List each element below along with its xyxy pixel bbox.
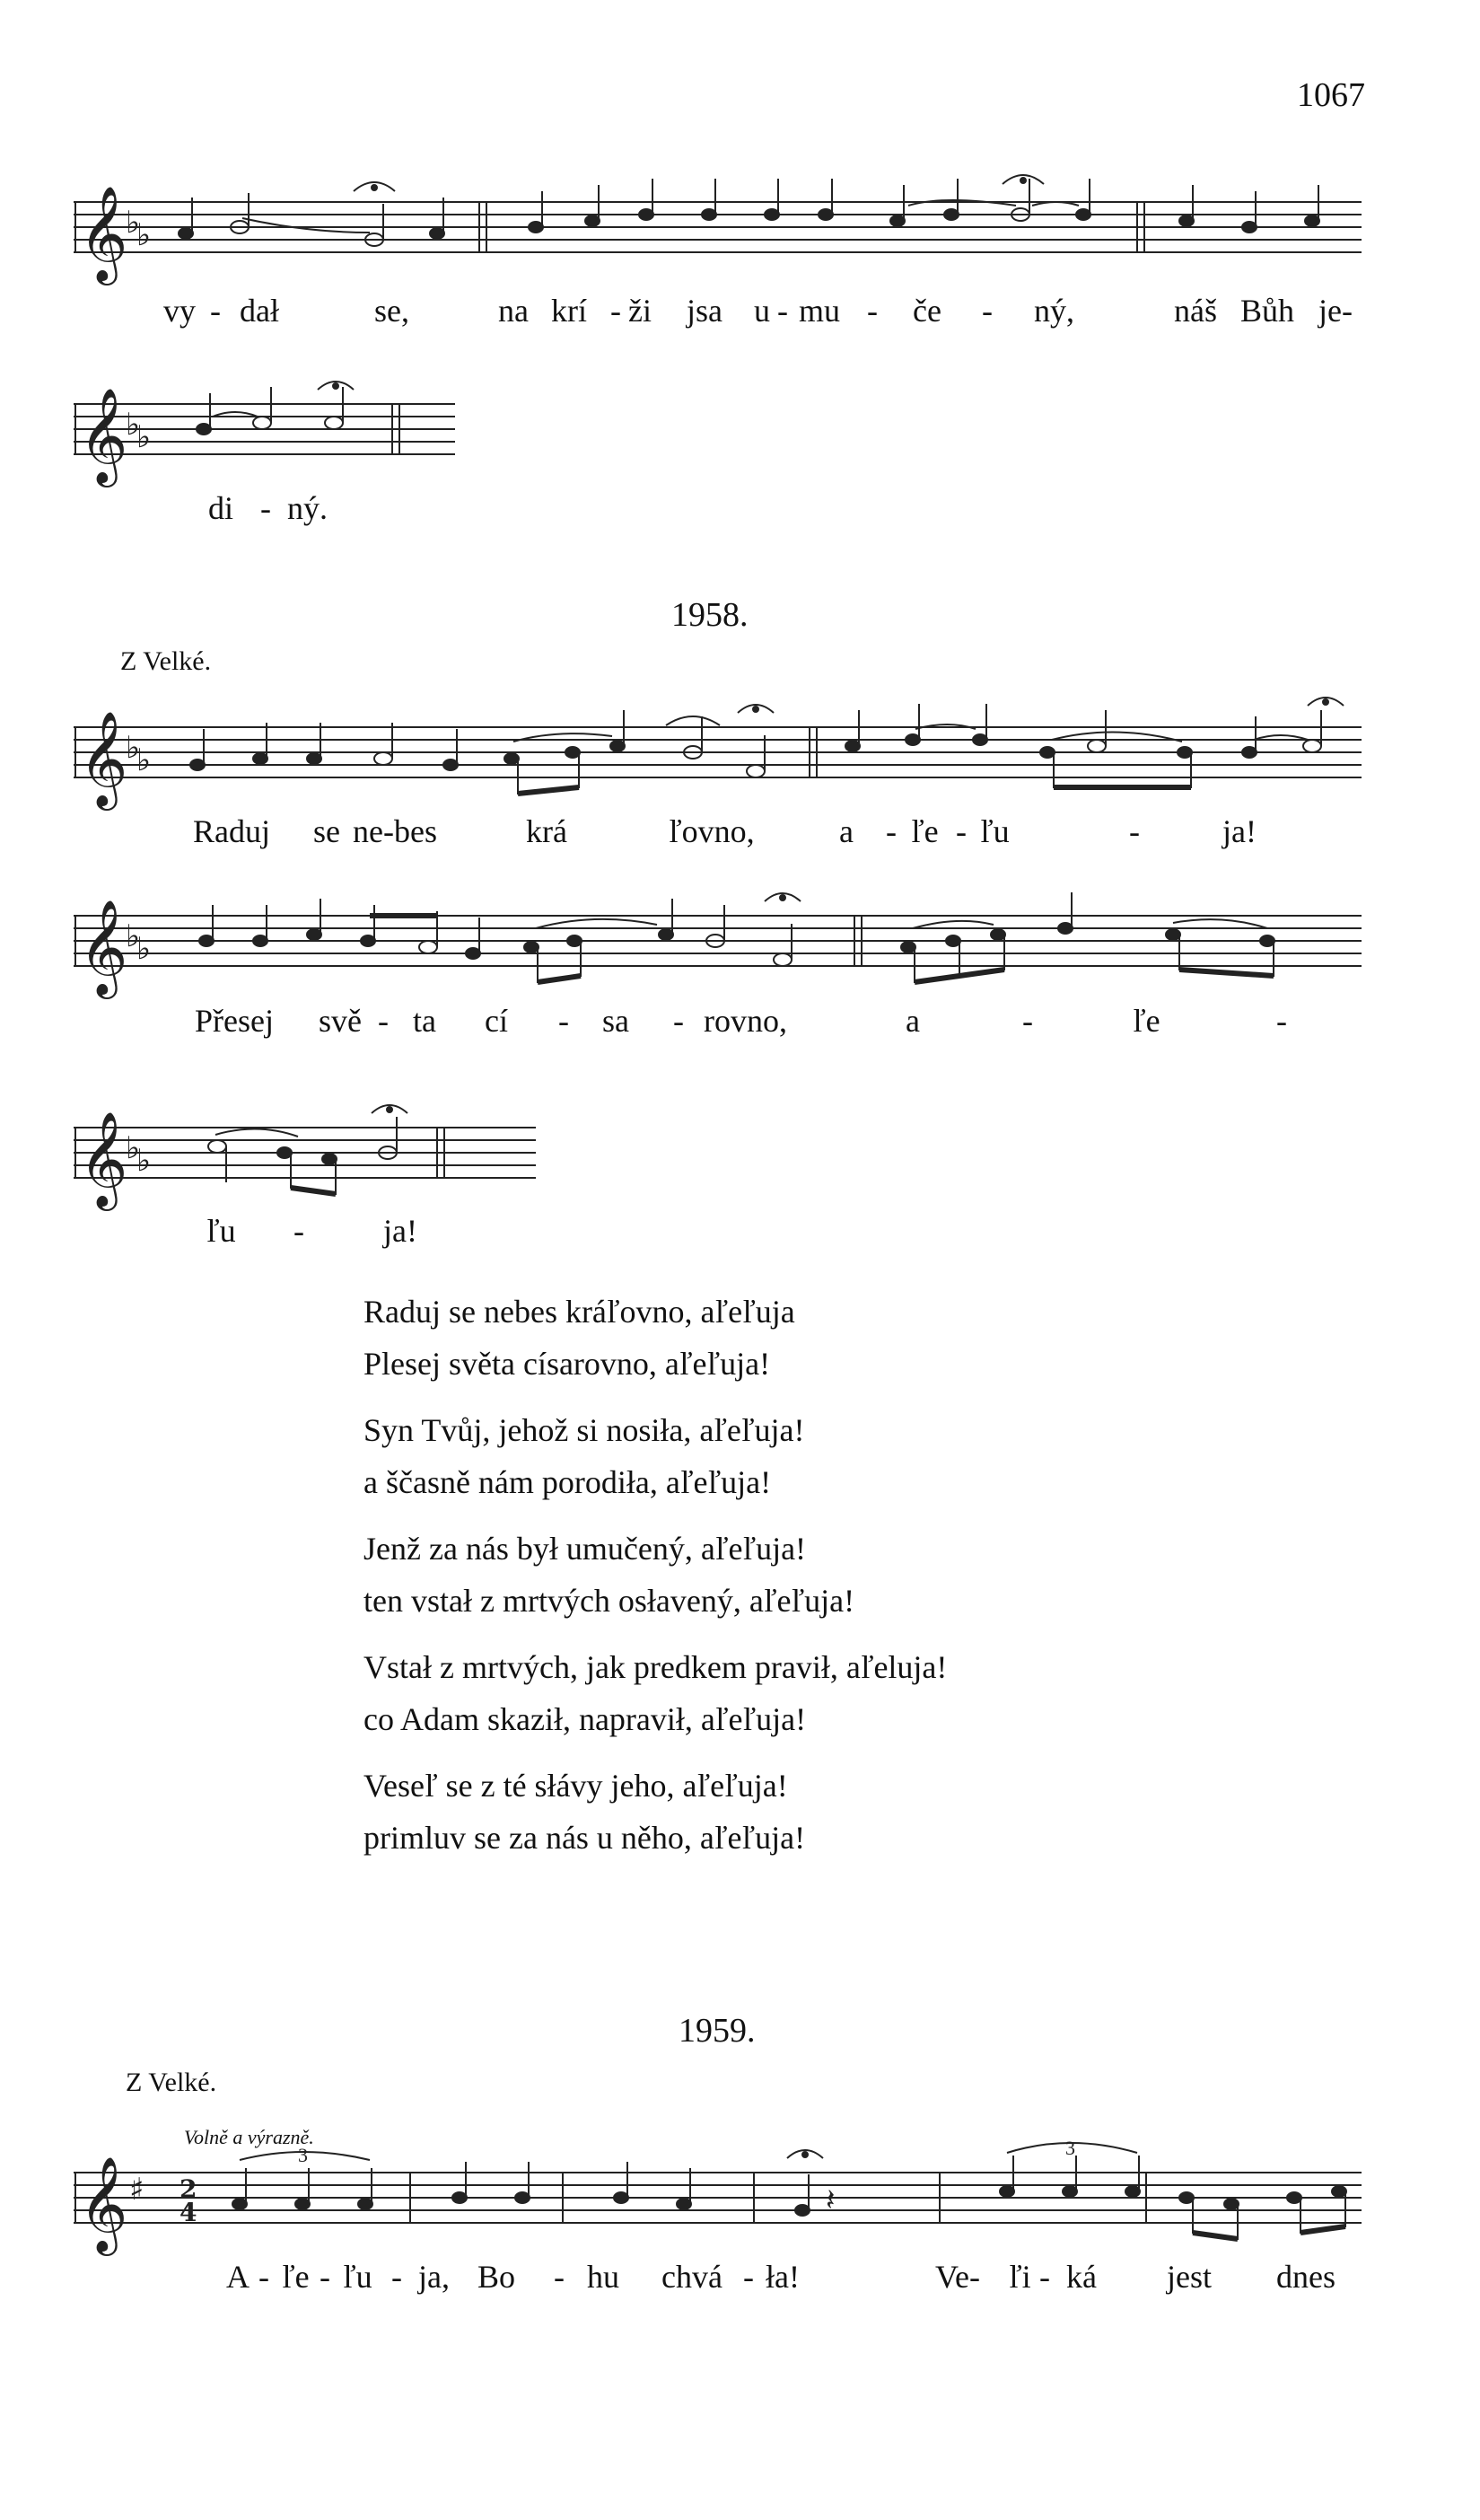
lyric-syllable: ta bbox=[413, 1003, 436, 1039]
flat-icon: ♭ bbox=[136, 931, 152, 967]
lyric-row bbox=[74, 1002, 1375, 1045]
lyric-syllable: se bbox=[313, 813, 340, 849]
flat-icon: ♭ bbox=[126, 407, 141, 443]
verse-block bbox=[363, 1286, 1261, 1878]
treble-clef-icon: 𝄞 bbox=[79, 1111, 128, 1207]
lyric-syllable: - bbox=[982, 293, 993, 329]
fermata-icon bbox=[372, 1105, 407, 1113]
treble-clef-icon: 𝄞 bbox=[79, 185, 128, 281]
fermata-icon bbox=[787, 2150, 823, 2158]
stanza bbox=[363, 1760, 1261, 1864]
flat-icon: ♭ bbox=[126, 205, 141, 241]
stanza bbox=[363, 1286, 1261, 1390]
page-number: 1067 bbox=[1297, 76, 1365, 114]
verse-line: Jenž za nás był umučený, aľeľuja! bbox=[363, 1531, 807, 1567]
fermata-icon bbox=[738, 698, 1344, 713]
lyric-syllable: a bbox=[906, 1003, 920, 1039]
lyric-syllable: ľe bbox=[1133, 1003, 1160, 1039]
lyric-syllable: jsa bbox=[687, 293, 722, 329]
lyric-syllable: ne-bes bbox=[353, 813, 437, 849]
fermata-icon bbox=[354, 175, 1044, 191]
lyric-syllable: Ve- bbox=[935, 2259, 980, 2295]
flat-icon: ♭ bbox=[126, 918, 141, 954]
treble-clef-icon: 𝄞 bbox=[79, 899, 128, 995]
lyric-syllable: - bbox=[956, 813, 967, 849]
lyric-syllable: a bbox=[839, 813, 854, 849]
song-origin: Z Velké. bbox=[126, 2068, 217, 2097]
lyric-syllable: če bbox=[913, 293, 941, 329]
song-number: 1958. bbox=[671, 596, 749, 634]
music-staff bbox=[74, 185, 1375, 301]
song-origin: Z Velké. bbox=[120, 646, 212, 676]
lyric-syllable: - bbox=[258, 2259, 269, 2295]
time-signature-bottom: 4 bbox=[180, 2198, 197, 2227]
lyric-syllable: - bbox=[886, 813, 897, 849]
verse-line: Vstał z mrtvých, jak predkem pravił, aľeluja! bbox=[363, 1649, 948, 1685]
song-number: 1959. bbox=[679, 2012, 756, 2050]
lyric-syllable: Bůh bbox=[1240, 293, 1295, 329]
verse-line: ten vstał z mrtvých osłavený, aľeľuja! bbox=[363, 1583, 855, 1619]
verse-line: Veseľ se z té słávy jeho, aľeľuja! bbox=[363, 1768, 788, 1804]
lyric-row bbox=[74, 292, 1375, 335]
lyric-syllable: cí bbox=[485, 1003, 508, 1039]
lyric-syllable: rovno, bbox=[704, 1003, 787, 1039]
verse-line: primluv se za nás u něho, aľeľuja! bbox=[363, 1820, 806, 1856]
verse-line: Raduj se nebes kráľovno, aľeľuja bbox=[363, 1294, 795, 1330]
lyric-syllable: - bbox=[867, 293, 878, 329]
lyric-syllable: sa bbox=[602, 1003, 629, 1039]
lyric-syllable: ja, bbox=[418, 2259, 450, 2295]
lyric-syllable: - bbox=[777, 293, 788, 329]
lyric-syllable: náš bbox=[1174, 293, 1217, 329]
stanza bbox=[363, 1404, 1261, 1508]
music-staff bbox=[74, 899, 1375, 1005]
lyric-syllable: - bbox=[673, 1003, 684, 1039]
lyric-syllable: vy bbox=[163, 293, 196, 329]
flat-icon: ♭ bbox=[136, 419, 152, 455]
lyric-syllable: ľu bbox=[206, 1213, 236, 1249]
music-staff bbox=[74, 1111, 540, 1208]
flat-icon: ♭ bbox=[126, 730, 141, 766]
lyric-syllable: - bbox=[378, 1003, 389, 1039]
lyric-syllable: je- bbox=[1318, 293, 1353, 329]
lyric-syllable: ný. bbox=[287, 490, 328, 526]
lyric-syllable: - bbox=[1039, 2259, 1050, 2295]
lyric-syllable: ľe bbox=[282, 2259, 310, 2295]
lyric-row bbox=[74, 1212, 540, 1255]
lyric-syllable: - bbox=[391, 2259, 402, 2295]
lyric-syllable: - bbox=[1022, 1003, 1033, 1039]
lyric-syllable: Raduj bbox=[193, 813, 270, 849]
verse-line: Syn Tvůj, jehož si nosiła, aľeľuja! bbox=[363, 1412, 805, 1448]
treble-clef-icon: 𝄞 bbox=[79, 2156, 128, 2252]
lyric-syllable: jest bbox=[1167, 2259, 1212, 2295]
lyric-syllable: - bbox=[210, 293, 221, 329]
lyric-syllable: ká bbox=[1066, 2259, 1097, 2295]
flat-icon: ♭ bbox=[136, 217, 152, 253]
lyric-syllable: se, bbox=[374, 293, 409, 329]
lyric-syllable: ži bbox=[628, 293, 652, 329]
lyric-row bbox=[74, 812, 1375, 856]
lyric-syllable: ľe bbox=[911, 813, 939, 849]
lyric-syllable: - bbox=[1129, 813, 1140, 849]
lyric-syllable: dał bbox=[240, 293, 279, 329]
lyric-syllable: - bbox=[1276, 1003, 1287, 1039]
lyric-row bbox=[74, 2258, 1375, 2301]
lyric-syllable: ja! bbox=[1222, 813, 1257, 849]
lyric-syllable: ľu bbox=[343, 2259, 372, 2295]
verse-line: a ščasně nám porodiła, aľeľuja! bbox=[363, 1464, 772, 1500]
rest-icon: 𝄽 bbox=[826, 2182, 836, 2218]
lyric-syllable: - bbox=[743, 2259, 754, 2295]
sharp-icon: ♯ bbox=[129, 2172, 144, 2208]
treble-clef-icon: 𝄞 bbox=[79, 387, 128, 483]
verse-line: co Adam skaził, napravił, aľeľuja! bbox=[363, 1701, 807, 1737]
fermata-icon bbox=[765, 893, 801, 901]
lyric-syllable: - bbox=[293, 1213, 304, 1249]
lyric-syllable: Přesej bbox=[195, 1003, 274, 1039]
lyric-syllable: A bbox=[226, 2259, 250, 2295]
music-staff bbox=[74, 710, 1375, 817]
fermata-icon bbox=[318, 382, 354, 390]
triplet-marker: 3 bbox=[1065, 2137, 1075, 2159]
lyric-syllable: ja! bbox=[383, 1213, 417, 1249]
treble-clef-icon: 𝄞 bbox=[79, 710, 128, 806]
lyric-syllable: krí bbox=[551, 293, 587, 329]
stanza bbox=[363, 1641, 1261, 1745]
verse-line: Plesej světa císarovno, aľeľuja! bbox=[363, 1346, 771, 1382]
lyric-syllable: ła! bbox=[766, 2259, 800, 2295]
lyric-syllable: na bbox=[498, 293, 529, 329]
lyric-syllable: Bo bbox=[477, 2259, 516, 2295]
lyric-syllable: - bbox=[554, 2259, 565, 2295]
lyric-syllable: dnes bbox=[1276, 2259, 1336, 2295]
triplet-marker: 3 bbox=[298, 2144, 308, 2166]
music-staff bbox=[74, 387, 469, 485]
lyric-syllable: ný, bbox=[1034, 293, 1074, 329]
lyric-syllable: krá bbox=[526, 813, 567, 849]
lyric-row bbox=[74, 489, 469, 532]
lyric-syllable: u bbox=[754, 293, 770, 329]
lyric-syllable: - bbox=[610, 293, 621, 329]
lyric-syllable: mu bbox=[799, 293, 841, 329]
tempo-marking: Volně a výrazně. bbox=[184, 2126, 314, 2148]
lyric-syllable: ľi bbox=[1009, 2259, 1031, 2295]
lyric-syllable: - bbox=[558, 1003, 569, 1039]
lyric-syllable: hu bbox=[587, 2259, 619, 2295]
lyric-syllable: ľu bbox=[980, 813, 1010, 849]
lyric-syllable: - bbox=[260, 490, 271, 526]
time-signature-top: 2 bbox=[180, 2174, 197, 2204]
lyric-syllable: di bbox=[208, 490, 234, 526]
lyric-syllable: chvá bbox=[661, 2259, 722, 2295]
lyric-syllable: svě bbox=[319, 1003, 362, 1039]
flat-icon: ♭ bbox=[126, 1130, 141, 1166]
lyric-syllable: ľovno, bbox=[669, 813, 755, 849]
flat-icon: ♭ bbox=[136, 1143, 152, 1179]
flat-icon: ♭ bbox=[136, 742, 152, 778]
stanza bbox=[363, 1523, 1261, 1627]
lyric-syllable: - bbox=[320, 2259, 330, 2295]
